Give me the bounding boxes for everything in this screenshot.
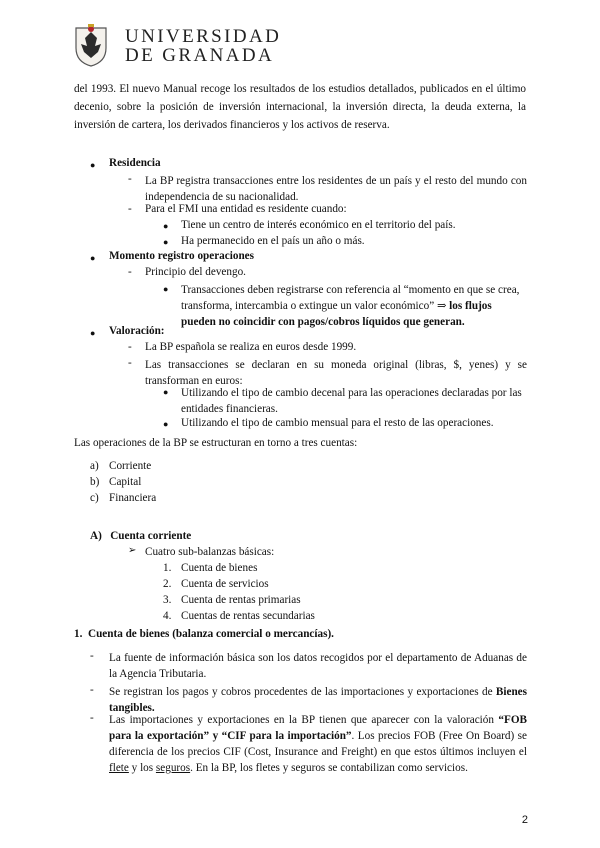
momento-bullet-1: Transacciones deben registrarse con referencia al “momento en que se crea, transforma, intercambia o extingue un valor económico” ⇒ los flujos pueden no coincidir con pagos/cobros líquidos que generan. — [181, 284, 520, 328]
account-item: Financiera — [109, 492, 157, 504]
valoracion-desc-2: Las transacciones se declaran en su moneda original (libras, $, yenes) y se transforman en euros: — [145, 359, 527, 387]
dash-marker: - — [128, 341, 132, 353]
sub-balanza-item: Cuenta de servicios — [181, 578, 269, 590]
university-name-line2: DE GRANADA — [125, 45, 275, 66]
account-item: Capital — [109, 476, 142, 488]
residencia-bullet-1: Tiene un centro de interés económico en el territorio del país. — [181, 219, 456, 231]
sub-balanza-item: Cuenta de bienes — [181, 562, 258, 574]
account-marker: c) — [90, 492, 99, 504]
dash-marker: - — [128, 357, 132, 369]
sub-balanza-number: 1. — [163, 562, 172, 574]
sub-balanza-item: Cuenta de rentas primarias — [181, 594, 301, 606]
sub-balanza-number: 3. — [163, 594, 172, 606]
bullet-icon: ● — [90, 160, 96, 170]
accounts-intro: Las operaciones de la BP se estructuran en torno a tres cuentas: — [74, 437, 358, 449]
residencia-desc-2: Para el FMI una entidad es residente cuando: — [145, 203, 347, 215]
momento-desc-1: Principio del devengo. — [145, 266, 246, 278]
section-title-residencia: Residencia — [109, 157, 161, 169]
sub-balanza-number: 4. — [163, 610, 172, 622]
dash-marker: - — [128, 173, 132, 185]
bienes-paragraph-1: La fuente de información básica son los datos recogidos por el departamento de Aduanas de la Agencia Tributaria. — [109, 652, 527, 680]
sub-balanza-number: 2. — [163, 578, 172, 590]
sub-balanza-item: Cuentas de rentas secundarias — [181, 610, 315, 622]
valoracion-bullet-1: Utilizando el tipo de cambio decenal para las operaciones declaradas por las entidades financieras. — [181, 387, 522, 415]
bullet-icon: ● — [90, 328, 96, 338]
account-marker: a) — [90, 460, 99, 472]
university-crest-logo — [68, 22, 114, 68]
section-title-valoracion: Valoración: — [109, 325, 165, 337]
arrow-icon: ➢ — [128, 545, 137, 556]
bullet-icon: ● — [163, 419, 169, 429]
bullet-icon: ● — [163, 221, 169, 231]
section-title-momento: Momento registro operaciones — [109, 250, 254, 262]
valoracion-bullet-2: Utilizando el tipo de cambio mensual para el resto de las operaciones. — [181, 417, 494, 429]
account-item: Corriente — [109, 460, 152, 472]
bullet-icon: ● — [163, 387, 169, 397]
residencia-desc-1: La BP registra transacciones entre los residentes de un país y el resto del mundo con independencia de su nacionalidad. — [145, 175, 527, 203]
bullet-icon: ● — [90, 253, 96, 263]
dash-marker: - — [128, 203, 132, 215]
dash-marker: - — [128, 266, 132, 278]
bienes-paragraph-3: Las importaciones y exportaciones en la BP tienen que aparecer con la valoración “FOB para la exportación” y “CIF para la importación”. Los precios FOB (Free On Board) se diferencia de los precios CIF (Cost, Insurance and Freight) en que estos últimos incluyen el flete y los seguros. En la BP, los fletes y seguros se contabilizan como servicios. — [109, 714, 527, 774]
bullet-icon: ● — [163, 237, 169, 247]
dash-marker: - — [90, 650, 94, 662]
cuenta-corriente-title: A) Cuenta corriente — [90, 530, 192, 542]
university-name-line1: UNIVERSIDAD — [125, 26, 282, 47]
account-marker: b) — [90, 476, 100, 488]
cuenta-bienes-title: 1. Cuenta de bienes (balanza comercial o mercancías). — [74, 628, 334, 640]
residencia-bullet-2: Ha permanecido en el país un año o más. — [181, 235, 365, 247]
bienes-paragraph-2: Se registran los pagos y cobros procedentes de las importaciones y exportaciones de Bienes tangibles. — [109, 686, 527, 714]
page-number: 2 — [521, 814, 528, 826]
intro-paragraph: del 1993. El nuevo Manual recoge los resultados de los estudios detallados, publicados en el último decenio, sobre la posición de inversión internacional, la inversión directa, la deuda externa, la inversión de cartera, los derivados financieros y los activos de reserva. — [74, 83, 526, 131]
dash-marker: - — [90, 684, 94, 696]
bullet-icon: ● — [163, 284, 169, 294]
dash-marker: - — [90, 712, 94, 724]
valoracion-desc-1: La BP española se realiza en euros desde 1999. — [145, 341, 357, 353]
sub-balanzas-intro: Cuatro sub-balanzas básicas: — [145, 546, 275, 558]
